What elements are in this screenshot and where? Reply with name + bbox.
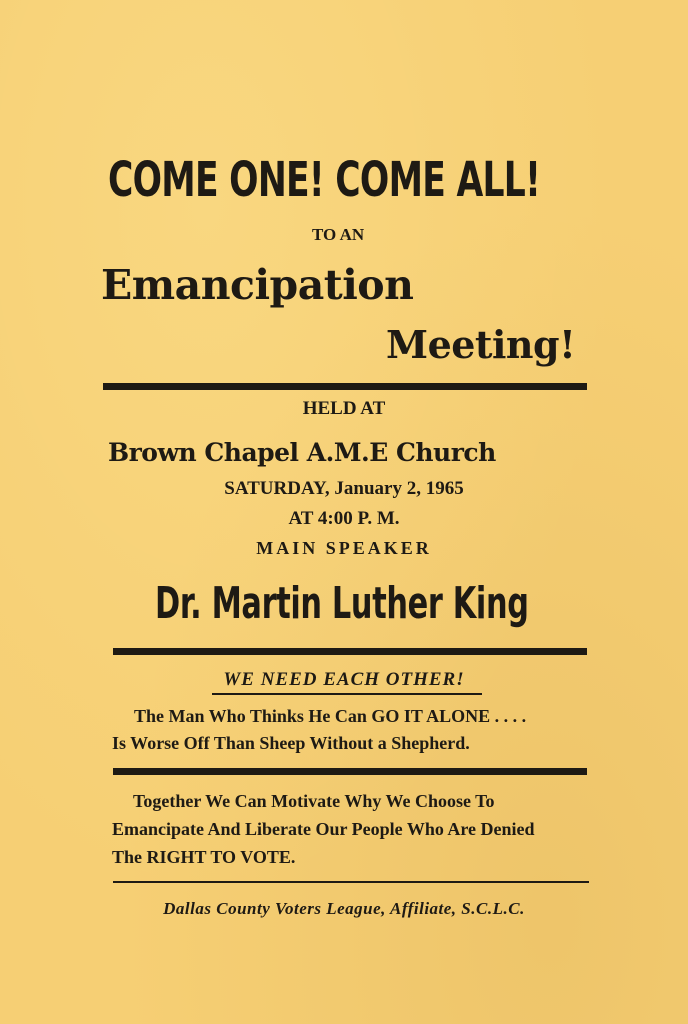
- to-an-text: TO AN: [312, 225, 365, 244]
- headline: COME ONE! COME ALL!: [108, 152, 541, 208]
- slogan-underline: [212, 693, 482, 695]
- main-speaker-label: MAIN SPEAKER: [256, 538, 432, 558]
- title-meeting: Meeting!: [386, 322, 576, 367]
- closing-line-1: Together We Can Motivate Why We Choose To: [133, 791, 495, 811]
- message-line-1: The Man Who Thinks He Can GO IT ALONE . . . .: [134, 706, 527, 726]
- divider-top: [103, 383, 587, 390]
- venue-name: Brown Chapel A.M.E Church: [108, 438, 496, 467]
- event-date: SATURDAY, January 2, 1965: [224, 478, 464, 499]
- message-line-2: Is Worse Off Than Sheep Without a Shepherd.: [112, 733, 470, 753]
- divider-footer: [113, 881, 589, 883]
- footer-organization: Dallas County Voters League, Affiliate, S.C.L.C.: [163, 899, 525, 918]
- divider-lower: [113, 768, 587, 775]
- held-at-text: HELD AT: [302, 398, 386, 419]
- speaker-name: Dr. Martin Luther King: [155, 578, 529, 629]
- closing-line-2: Emancipate And Liberate Our People Who Are Denied: [112, 819, 535, 839]
- event-time: AT 4:00 P. M.: [288, 508, 400, 529]
- closing-line-3: The RIGHT TO VOTE.: [112, 847, 296, 867]
- title-emancipation: Emancipation: [101, 261, 414, 309]
- slogan: WE NEED EACH OTHER!: [223, 669, 465, 690]
- divider-middle: [113, 648, 587, 655]
